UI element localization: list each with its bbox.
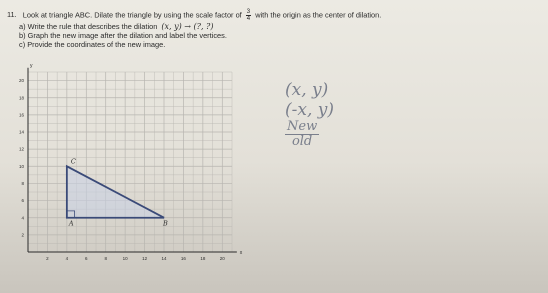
x-tick-label: 18 [200, 256, 206, 261]
x-tick-label: 16 [180, 256, 186, 261]
part-a-text: Write the rule that describes the dilation [27, 22, 158, 31]
x-tick-label: 20 [219, 256, 225, 261]
handwritten-old: old [291, 134, 313, 149]
y-tick-label: 8 [21, 181, 24, 187]
y-tick-label: 14 [18, 129, 24, 135]
x-tick-label: 2 [46, 256, 49, 261]
handwritten-fraction [285, 120, 319, 149]
triangle-layer [67, 157, 168, 227]
y-tick-label: 18 [18, 95, 24, 101]
y-tick-label: 2 [21, 232, 24, 238]
handwritten-xy: (x, y) [285, 80, 329, 100]
handwritten-new: New [287, 119, 318, 134]
question-intro-mid: . Dilate the triangle by using the scale factor of [90, 10, 242, 20]
tick-labels [19, 78, 225, 261]
question-number: 11. [7, 10, 17, 20]
x-axis-label: x [239, 250, 243, 256]
vertex-label-b: B [163, 219, 168, 228]
question-intro-before: Look at triangle [22, 10, 74, 20]
triangle-name: ABC [74, 10, 91, 20]
grid-lines [28, 72, 232, 252]
y-axis-label: y [30, 62, 33, 69]
y-tick-label: 4 [21, 215, 24, 221]
part-c-text: Provide the coordinates of the new image. [27, 40, 166, 49]
vertex-label-a: A [68, 219, 74, 228]
y-tick-label: 10 [18, 163, 24, 169]
handwritten-neg-x-y: (-x, y) [285, 100, 335, 120]
x-tick-label: 12 [142, 256, 148, 261]
x-tick-label: 10 [122, 256, 128, 261]
vertex-label-c: C [70, 157, 76, 166]
scale-factor-denominator: 4 [246, 16, 251, 22]
part-b-label: b) [19, 31, 26, 40]
x-tick-label: 4 [65, 256, 69, 261]
y-tick-label: 20 [18, 78, 24, 84]
dilation-rule-formula: (x, y) → (?, ?) [161, 22, 214, 31]
axes [28, 63, 243, 256]
y-tick-label: 12 [18, 146, 24, 152]
y-tick-label: 16 [18, 112, 24, 118]
y-tick-label: 6 [21, 198, 24, 204]
x-tick-label: 8 [104, 256, 107, 261]
part-a-label: a) [19, 22, 26, 31]
part-b-text: Graph the new image after the dilation and label the vertices. [27, 31, 227, 40]
scale-factor-numerator: 3 [246, 9, 251, 15]
x-tick-label: 6 [85, 256, 88, 261]
handwritten-notes [285, 80, 334, 149]
part-c-label: c) [19, 40, 26, 49]
x-tick-label: 14 [161, 256, 167, 261]
question-intro-after: with the origin as the center of dilation. [255, 10, 382, 20]
